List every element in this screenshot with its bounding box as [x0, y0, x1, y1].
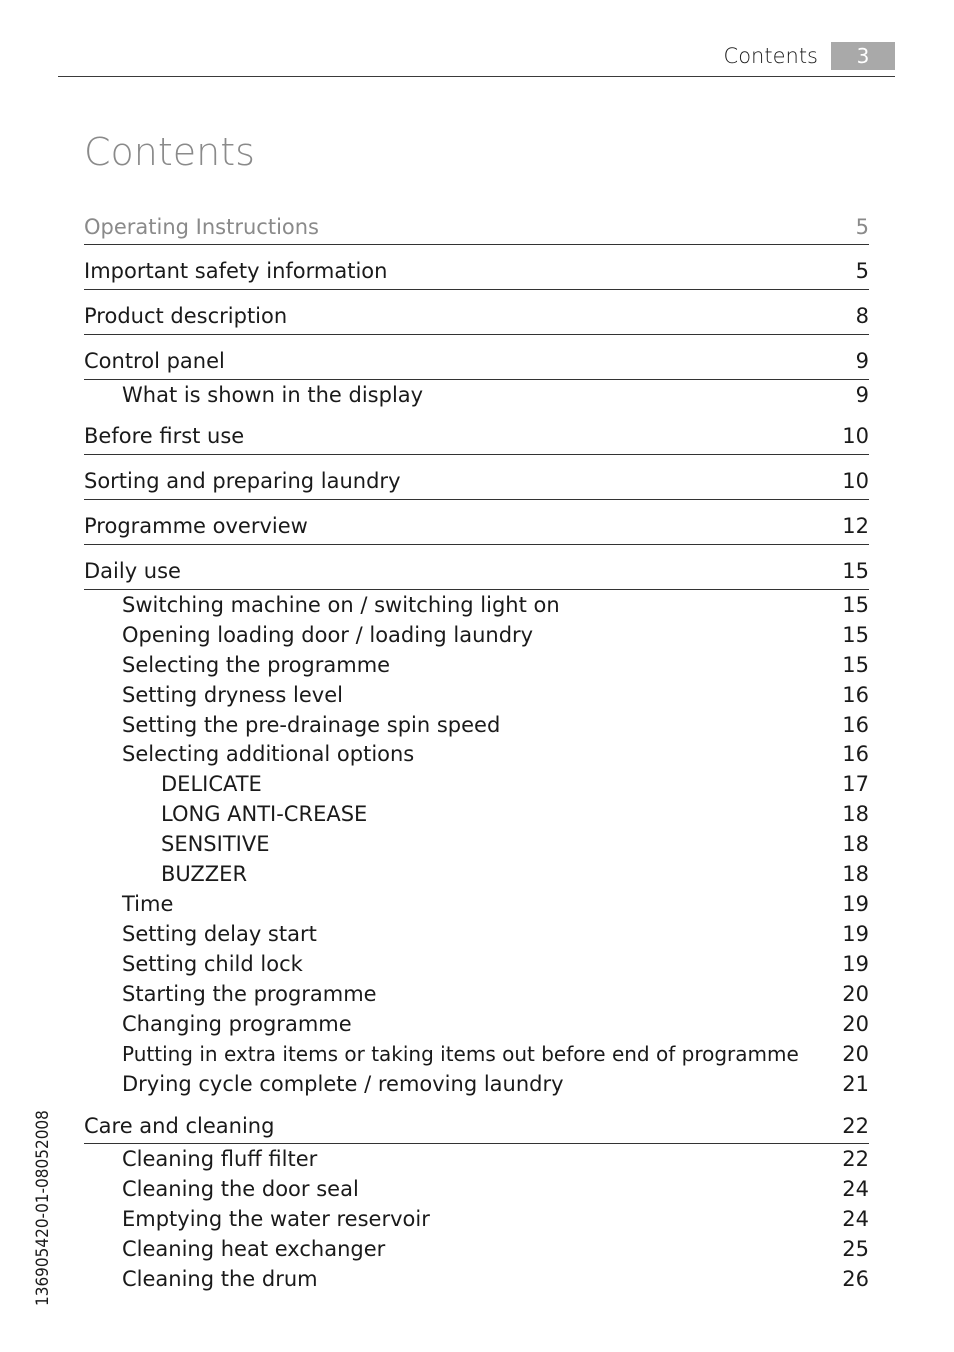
toc-entry-page: 12: [842, 514, 869, 538]
page-title: Contents: [84, 130, 255, 174]
toc-entry-delicate[interactable]: [84, 769, 869, 799]
toc-entry-label: Operating Instructions: [84, 215, 319, 239]
toc-entry-control-panel[interactable]: [84, 346, 869, 376]
toc-entry-page: 20: [842, 982, 869, 1006]
toc-entry-cleaning-the-drum[interactable]: [84, 1264, 869, 1294]
toc-entry-page: 26: [842, 1267, 869, 1291]
page-number-badge: 3: [831, 42, 895, 70]
toc-entry-page: 9: [855, 383, 869, 407]
toc-entry-selecting-additional-options[interactable]: [84, 739, 869, 769]
toc-entry-page: 21: [842, 1072, 869, 1096]
toc-entry-label: Switching machine on / switching light on: [122, 593, 560, 617]
toc-entry-product-description[interactable]: [84, 301, 869, 331]
toc-entry-label: SENSITIVE: [161, 832, 270, 856]
toc-entry-label: Putting in extra items or taking items out before end of programme: [122, 1042, 799, 1066]
toc-entry-what-is-shown-in-the-display[interactable]: [84, 380, 869, 410]
toc-entry-page: 19: [842, 922, 869, 946]
toc-entry-cleaning-the-door-seal[interactable]: [84, 1174, 869, 1204]
toc-entry-emptying-the-water-reservoir[interactable]: [84, 1204, 869, 1234]
toc-entry-label: Drying cycle complete / removing laundry: [122, 1072, 564, 1096]
toc-entry-page: 17: [842, 772, 869, 796]
toc-entry-page: 24: [842, 1207, 869, 1231]
toc-entry-label: Time: [122, 892, 174, 916]
toc-entry-operating-instructions[interactable]: [84, 212, 869, 242]
toc-entry-programme-overview[interactable]: [84, 511, 869, 541]
toc-entry-care-and-cleaning[interactable]: [84, 1111, 869, 1141]
toc-entry-label: Selecting the programme: [122, 653, 391, 677]
toc-entry-important-safety-information[interactable]: [84, 256, 869, 286]
toc-entry-page: 9: [855, 349, 869, 373]
toc-entry-label: Setting dryness level: [122, 683, 343, 707]
toc-entry-page: 18: [842, 862, 869, 886]
toc-entry-label: Emptying the water reservoir: [122, 1207, 430, 1231]
toc-entry-label: Daily use: [84, 559, 181, 583]
toc-entry-label: Product description: [84, 304, 288, 328]
toc-entry-page: 16: [842, 683, 869, 707]
toc-entry-page: 20: [842, 1012, 869, 1036]
toc-entry-sorting-and-preparing-laundry[interactable]: [84, 466, 869, 496]
toc-section-divider: [84, 454, 869, 455]
toc-entry-label: BUZZER: [161, 862, 248, 886]
toc-entry-setting-dryness-level[interactable]: [84, 680, 869, 710]
toc-entry-page: 22: [842, 1147, 869, 1171]
toc-section-divider: [84, 589, 869, 590]
toc-entry-page: 19: [842, 952, 869, 976]
toc-entry-page: 16: [842, 742, 869, 766]
toc-entry-page: 15: [842, 559, 869, 583]
toc-entry-page: 16: [842, 713, 869, 737]
toc-entry-label: Cleaning heat exchanger: [122, 1237, 386, 1261]
toc-section-divider: [84, 244, 869, 245]
toc-entry-putting-in-extra-items[interactable]: [84, 1039, 869, 1069]
toc-entry-changing-programme[interactable]: [84, 1009, 869, 1039]
toc-entry-sensitive[interactable]: [84, 829, 869, 859]
toc-entry-selecting-the-programme[interactable]: [84, 650, 869, 680]
toc-entry-page: 18: [842, 802, 869, 826]
toc-entry-page: 25: [842, 1237, 869, 1261]
toc-entry-label: Cleaning the drum: [122, 1267, 318, 1291]
toc-entry-page: 10: [842, 424, 869, 448]
toc-entry-label: DELICATE: [161, 772, 262, 796]
toc-entry-label: Starting the programme: [122, 982, 377, 1006]
toc-entry-page: 18: [842, 832, 869, 856]
toc-entry-label: Changing programme: [122, 1012, 352, 1036]
toc-entry-page: 20: [842, 1042, 869, 1066]
toc-entry-label: Cleaning fluff filter: [122, 1147, 318, 1171]
toc-entry-label: What is shown in the display: [122, 383, 424, 407]
toc-entry-setting-child-lock[interactable]: [84, 949, 869, 979]
toc-entry-page: 15: [842, 653, 869, 677]
toc-section-divider: [84, 334, 869, 335]
toc-entry-label: Setting the pre-drainage spin speed: [122, 713, 501, 737]
toc-entry-switching-machine-on[interactable]: [84, 590, 869, 620]
toc-entry-page: 15: [842, 593, 869, 617]
toc-entry-page: 24: [842, 1177, 869, 1201]
toc-entry-page: 22: [842, 1114, 869, 1138]
toc-entry-setting-pre-drainage-spin-speed[interactable]: [84, 710, 869, 740]
toc-entry-label: Sorting and preparing laundry: [84, 469, 401, 493]
toc-entry-opening-loading-door[interactable]: [84, 620, 869, 650]
toc-entry-starting-the-programme[interactable]: [84, 979, 869, 1009]
toc-entry-page: 5: [855, 259, 869, 283]
toc-entry-page: 10: [842, 469, 869, 493]
toc-entry-label: Cleaning the door seal: [122, 1177, 359, 1201]
header-section-title: Contents: [723, 44, 818, 68]
toc-entry-daily-use[interactable]: [84, 556, 869, 586]
toc-entry-label: Setting delay start: [122, 922, 317, 946]
toc-entry-label: Care and cleaning: [84, 1114, 275, 1138]
toc-entry-before-first-use[interactable]: [84, 421, 869, 451]
toc-section-divider: [84, 1143, 869, 1144]
toc-entry-label: Before first use: [84, 424, 245, 448]
toc-entry-page: 8: [855, 304, 869, 328]
toc-entry-page: 5: [855, 215, 869, 239]
toc-entry-label: Control panel: [84, 349, 225, 373]
toc-entry-label: Selecting additional options: [122, 742, 415, 766]
toc-entry-label: LONG ANTI-CREASE: [161, 802, 368, 826]
toc-entry-setting-delay-start[interactable]: [84, 919, 869, 949]
toc-entry-page: 15: [842, 623, 869, 647]
toc-entry-page: 19: [842, 892, 869, 916]
toc-entry-time[interactable]: [84, 889, 869, 919]
toc-section-divider: [84, 544, 869, 545]
toc-entry-buzzer[interactable]: [84, 859, 869, 889]
toc-entry-label: Setting child lock: [122, 952, 303, 976]
toc-section-divider: [84, 289, 869, 290]
header-rule: [58, 76, 895, 77]
document-code: 136905420-01-08052008: [33, 1110, 53, 1306]
toc-entry-drying-cycle-complete[interactable]: [84, 1069, 869, 1099]
toc-entry-cleaning-heat-exchanger[interactable]: [84, 1234, 869, 1264]
toc-entry-label: Important safety information: [84, 259, 388, 283]
toc-section-divider: [84, 499, 869, 500]
toc-section-divider: [84, 379, 869, 380]
toc-entry-long-anti-crease[interactable]: [84, 799, 869, 829]
toc-entry-cleaning-fluff-filter[interactable]: [84, 1144, 869, 1174]
toc-entry-label: Opening loading door / loading laundry: [122, 623, 534, 647]
toc-entry-label: Programme overview: [84, 514, 308, 538]
